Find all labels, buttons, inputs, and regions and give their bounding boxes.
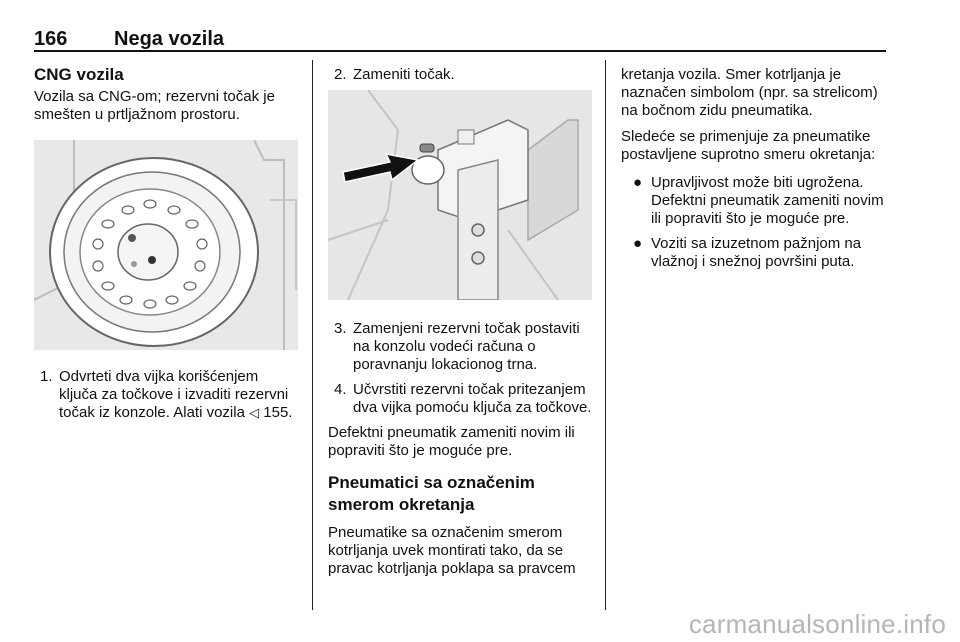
bullet-text: Upravljivost može biti ugrožena. Defektni pneumatik zameniti novim ili popraviti što je moguće pre. (651, 174, 884, 227)
bullet-item-steerability (621, 174, 889, 228)
section-heading-cng: CNG vozila (34, 65, 124, 84)
column-1 (34, 66, 299, 429)
page-title: Nega vozila (114, 28, 225, 50)
column-divider-1 (312, 60, 313, 610)
page-reference-arrow-icon: ◁ (249, 405, 260, 420)
defective-tire-paragraph: Defektni pneumatik zameniti novim ili popraviti što je moguće pre. (328, 424, 575, 459)
bracket-mounting-illustration (328, 90, 592, 300)
step-1-number: 1. (40, 368, 53, 385)
step-4-text: Učvrstiti rezervni točak pritezanjem dva vijka pomoću ključa za točkove. (353, 381, 592, 416)
watermark: carmanualsonline.info (688, 609, 946, 639)
column-divider-2 (605, 60, 606, 610)
reverse-mount-paragraph: Sledeće se primenjuje za pneumatike postavljene suprotno smeru okretanja: (621, 128, 876, 163)
step-3-text: Zamenjeni rezervni točak postaviti na konzolu vodeći računa o poravnanju lokacionog trna. (353, 320, 580, 373)
step-3-number: 3. (334, 320, 347, 337)
step-2 (328, 66, 592, 84)
page-header (34, 22, 886, 52)
step-2-number: 2. (334, 66, 347, 83)
step-1-text: Odvrteti dva vijka korišćenjem ključa za točkove i izvaditi rezervni točak iz konzole. Alati vozila (59, 368, 289, 421)
step-4-number: 4. (334, 381, 347, 398)
rolling-direction-paragraph: kretanja vozila. Smer kotrljanja je naznačen simbolom (npr. sa strelicom) na bočnom zidu pneumatika. (621, 66, 878, 119)
step-1 (34, 368, 299, 422)
section-heading-directional-tires: Pneumatici sa označenim smerom okretanja (328, 473, 535, 514)
column-3 (621, 66, 889, 278)
bullet-item-drive-carefully (621, 235, 889, 271)
bullet-text: Voziti sa izuzetnom pažnjom na vlažnoj i snežnoj površini puta. (651, 235, 862, 270)
directional-tires-paragraph: Pneumatike sa označenim smerom kotrljanja uvek montirati tako, da se pravac kotrljanja poklapa sa pravcem (328, 524, 576, 577)
step-4 (328, 381, 592, 417)
intro-paragraph: Vozila sa CNG-om; rezervni točak je smešten u prtljažnom prostoru. (34, 88, 275, 123)
page-reference-number[interactable]: 155. (263, 404, 293, 421)
spare-wheel-illustration (34, 140, 298, 350)
column-2 (328, 66, 592, 586)
bullet-dot-icon: ● (633, 235, 643, 252)
header-rule (34, 50, 886, 52)
page-number: 166 (34, 28, 68, 50)
step-3 (328, 320, 592, 374)
bullet-dot-icon: ● (633, 174, 643, 191)
step-2-text: Zameniti točak. (353, 66, 455, 83)
